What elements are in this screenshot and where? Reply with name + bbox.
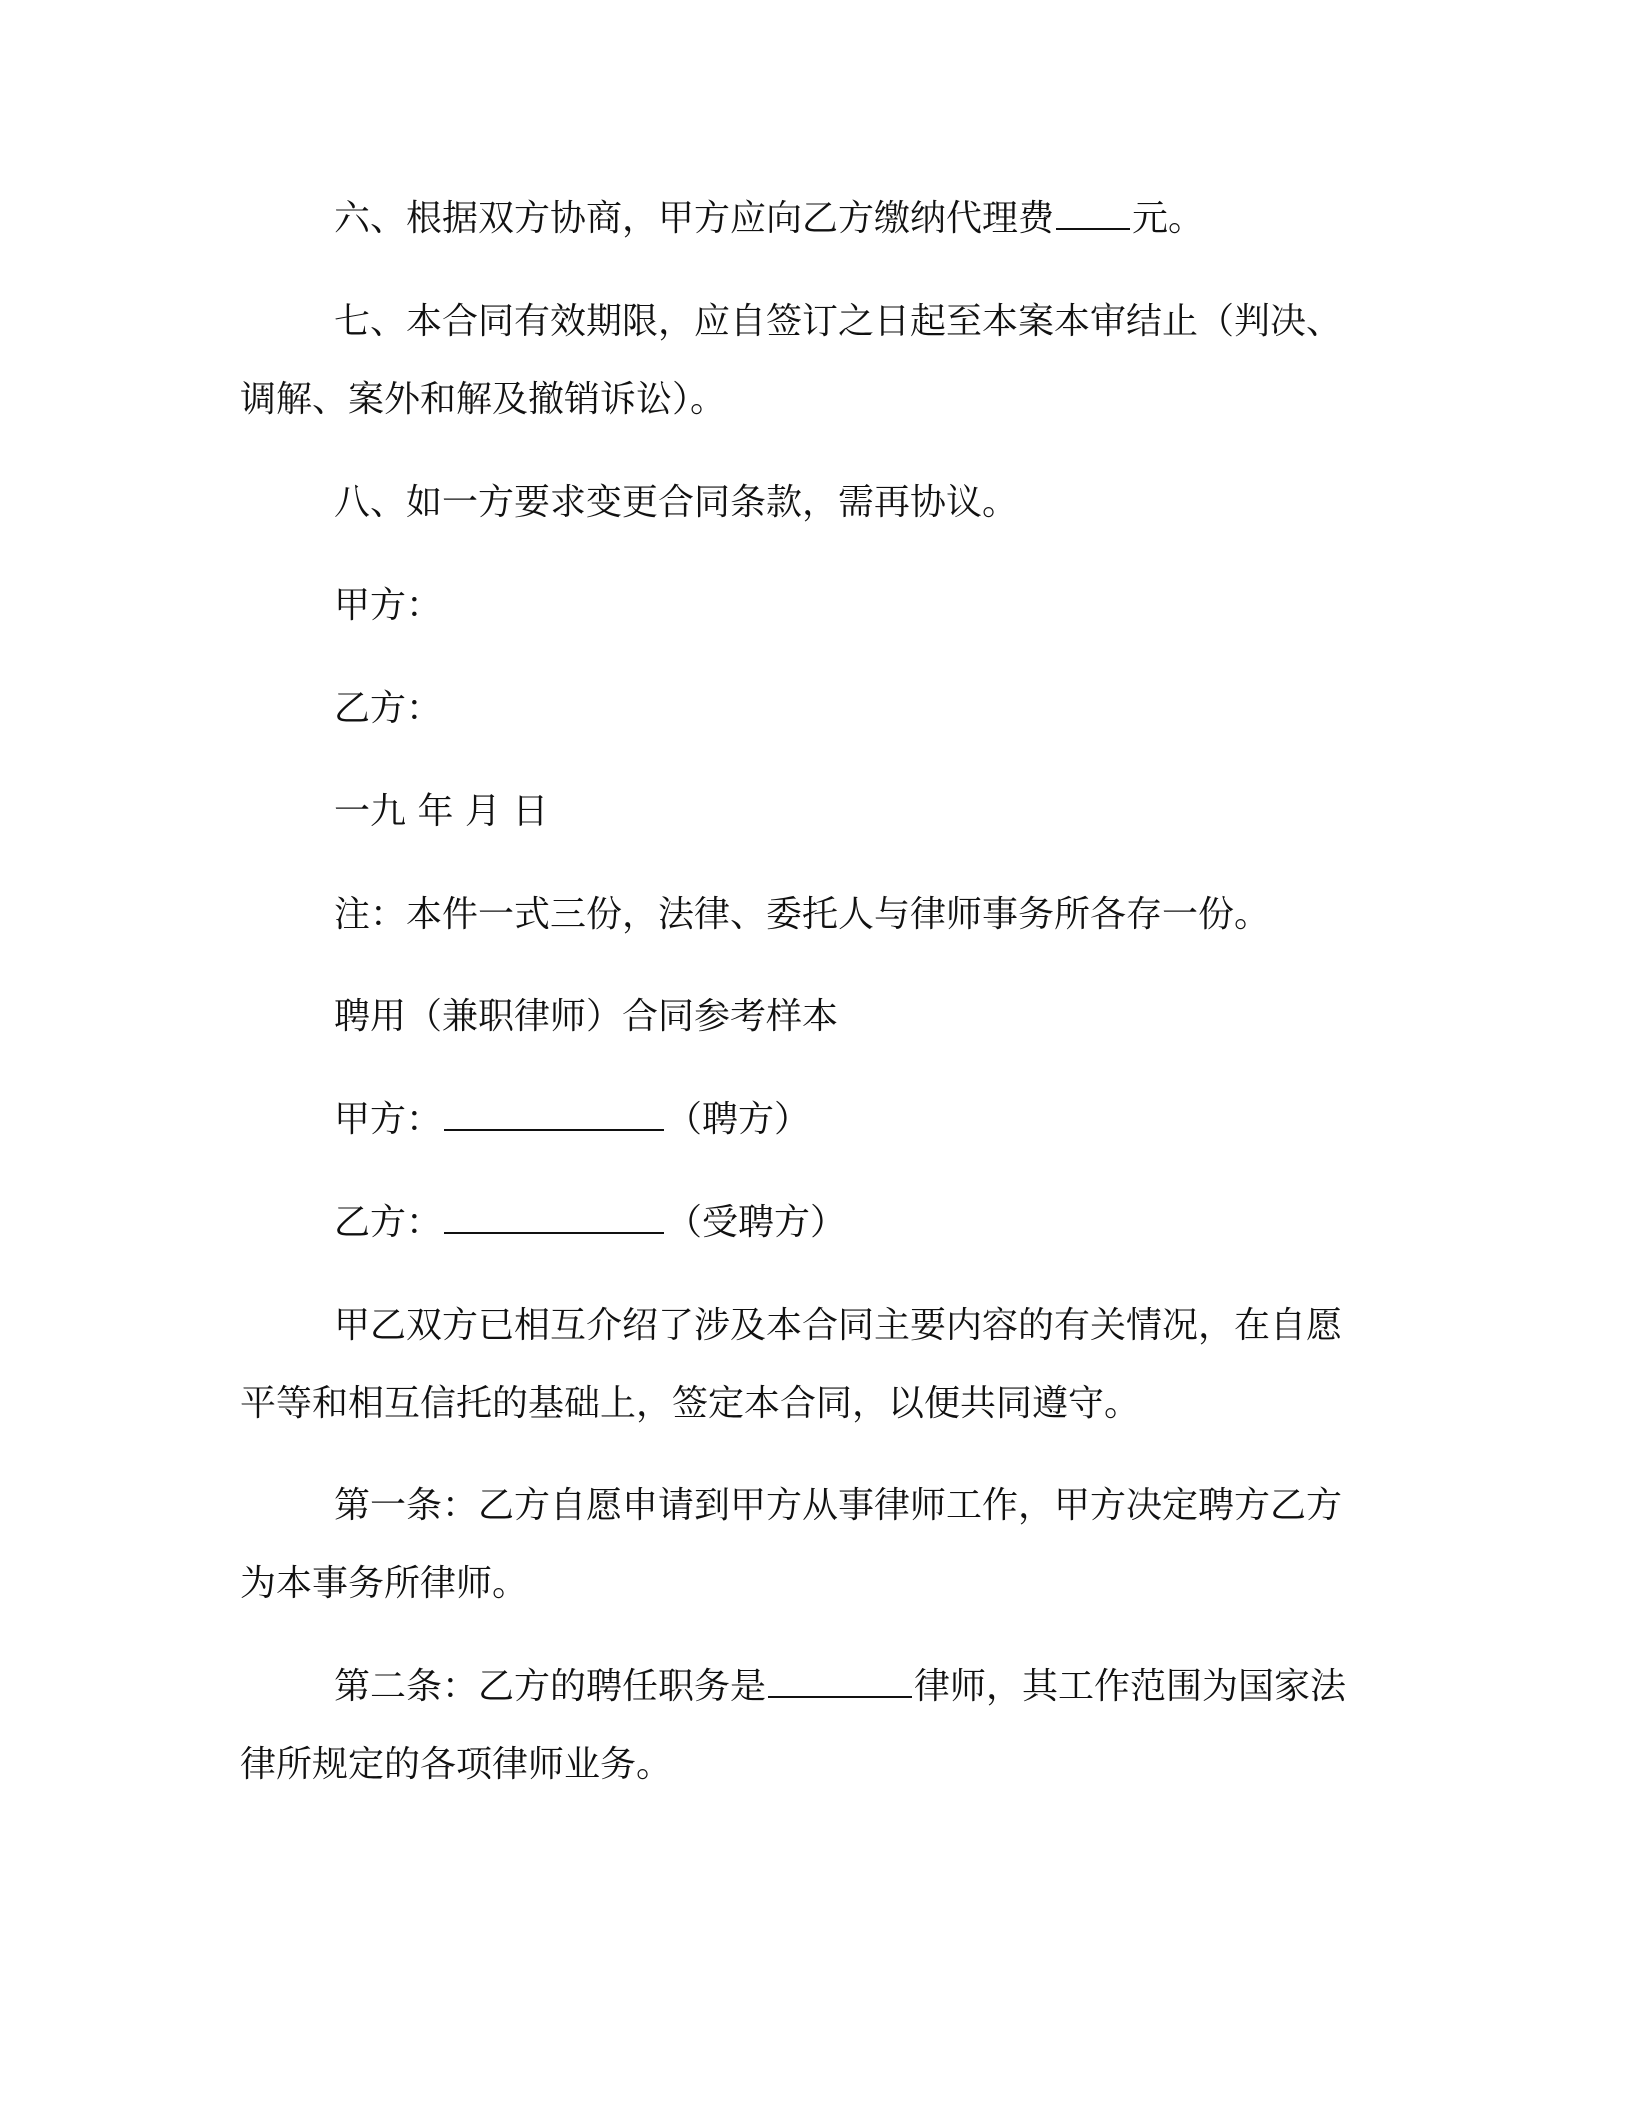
clause-6 xyxy=(334,180,1204,258)
party-a-blank xyxy=(444,1099,664,1131)
article-1-line1: 第一条：乙方自愿申请到甲方从事律师工作，甲方决定聘方乙方 xyxy=(334,1485,1343,1526)
party-b-role: （受聘方） xyxy=(666,1202,847,1243)
party-a-label: 甲方： xyxy=(334,1099,443,1140)
party-a-signature: 甲方： xyxy=(334,585,443,626)
clause-8: 八、如一方要求变更合同条款，需再协议。 xyxy=(334,482,1019,523)
note: 注：本件一式三份，法律、委托人与律师事务所各存一份。 xyxy=(334,894,1271,935)
party-b-line xyxy=(334,1184,846,1262)
intro-line1: 甲乙双方已相互介绍了涉及本合同主要内容的有关情况，在自愿 xyxy=(334,1305,1343,1346)
party-b-signature: 乙方： xyxy=(334,688,443,729)
clause-7-line2: 调解、案外和解及撤销诉讼）。 xyxy=(240,379,727,420)
clause-6-text: 六、根据双方协商，甲方应向乙方缴纳代理费 xyxy=(334,198,1055,239)
position-blank xyxy=(768,1666,912,1698)
party-b-label: 乙方： xyxy=(334,1202,443,1243)
fee-blank xyxy=(1056,198,1130,230)
article-1-line2: 为本事务所律师。 xyxy=(240,1563,529,1604)
article-2-text: 第二条：乙方的聘任职务是 xyxy=(334,1666,767,1707)
party-a-role: （聘方） xyxy=(666,1099,811,1140)
article-2-line2: 律所规定的各项律师业务。 xyxy=(240,1744,673,1785)
party-a-line xyxy=(334,1081,810,1159)
intro-line2: 平等和相互信托的基础上，签定本合同，以便共同遵守。 xyxy=(240,1383,1141,1424)
contract-title: 聘用（兼职律师）合同参考样本 xyxy=(334,996,839,1037)
article-2-suffix: 律师，其工作范围为国家法 xyxy=(914,1666,1347,1707)
party-b-blank xyxy=(444,1202,664,1234)
clause-6-suffix: 元。 xyxy=(1132,198,1205,239)
article-2-line1 xyxy=(334,1648,1346,1726)
clause-7-line1: 七、本合同有效期限，应自签订之日起至本案本审结止（判决、 xyxy=(334,301,1343,342)
signing-date: 一九 年 月 日 xyxy=(334,791,549,832)
